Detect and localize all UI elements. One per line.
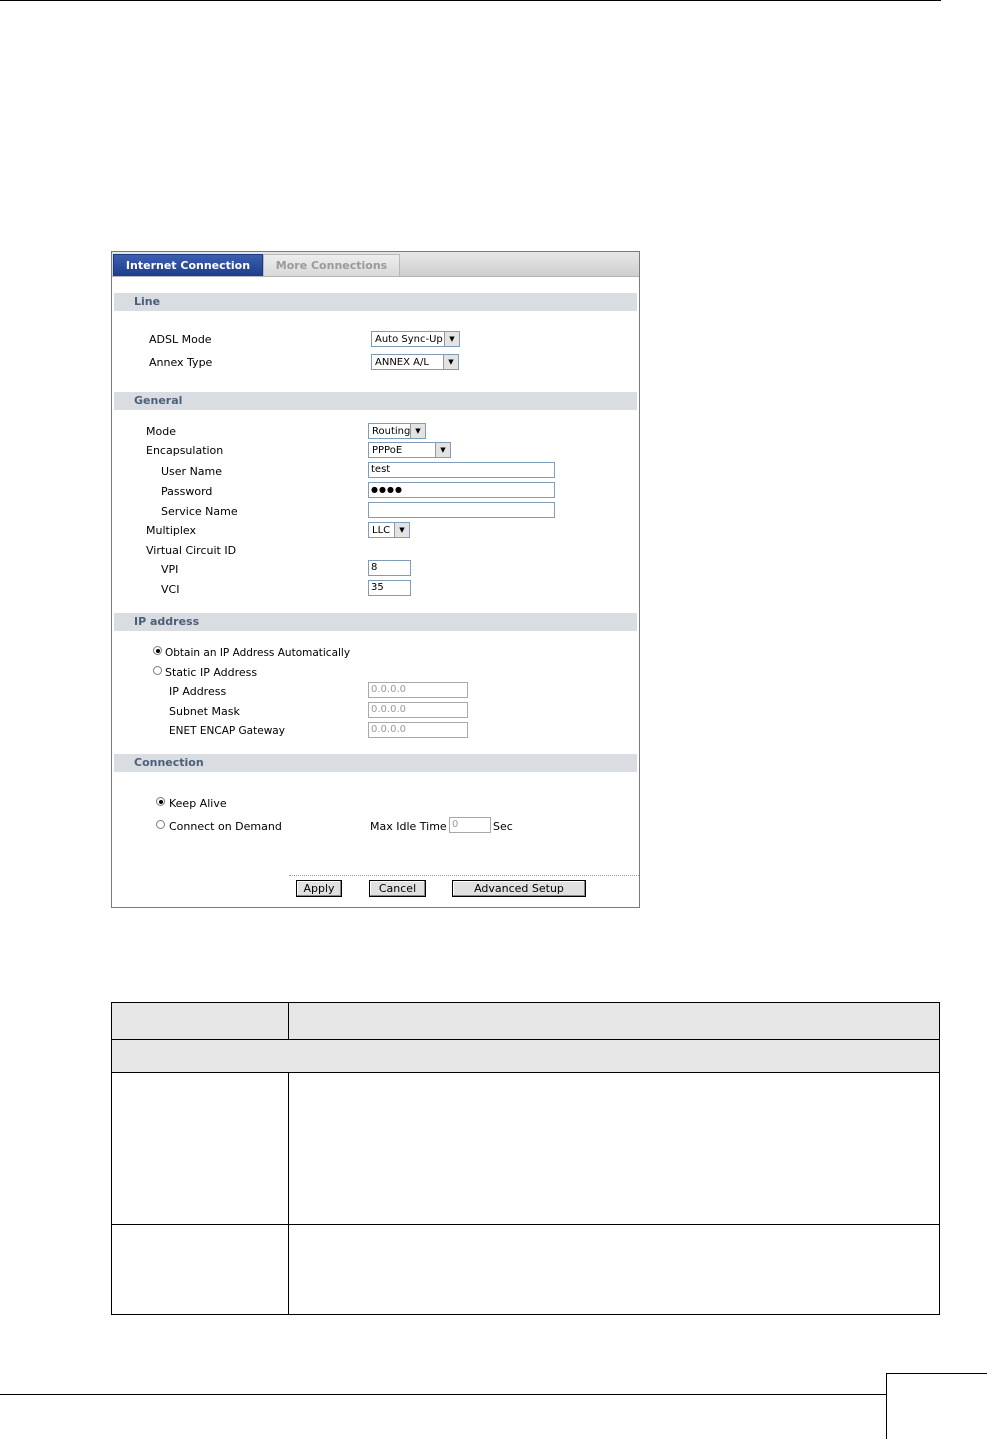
vpi-label: VPI — [161, 563, 179, 576]
chevron-down-icon: ▼ — [410, 424, 425, 438]
vci-input[interactable]: 35 — [368, 580, 411, 596]
vci-label: VCI — [161, 583, 180, 596]
multiplex-value: LLC — [372, 525, 391, 536]
multiplex-select[interactable] — [368, 522, 410, 538]
password-label: Password — [161, 485, 213, 498]
chevron-down-icon: ▼ — [435, 443, 450, 457]
table-header-cell — [289, 1003, 940, 1040]
button-divider — [289, 875, 639, 876]
table-header-row — [112, 1003, 940, 1040]
page-number-box — [886, 1373, 987, 1439]
internet-connection-panel — [111, 251, 640, 908]
section-ip-header: IP address — [114, 613, 637, 631]
encapsulation-value: PPPoE — [372, 445, 403, 456]
table-cell — [112, 1225, 289, 1315]
advanced-setup-button[interactable]: Advanced Setup — [452, 880, 586, 897]
gateway-label: ENET ENCAP Gateway — [169, 725, 285, 737]
table-row — [112, 1225, 940, 1315]
footer-rule — [0, 1394, 886, 1395]
chevron-down-icon: ▼ — [394, 523, 409, 537]
encapsulation-label: Encapsulation — [146, 444, 224, 457]
max-idle-label: Max Idle Time — [370, 820, 447, 833]
gateway-input[interactable]: 0.0.0.0 — [368, 722, 468, 738]
subnet-mask-input[interactable]: 0.0.0.0 — [368, 702, 468, 718]
section-connection-header: Connection — [114, 754, 637, 772]
table-row — [112, 1073, 940, 1225]
ip-address-input[interactable]: 0.0.0.0 — [368, 682, 468, 698]
cancel-button[interactable]: Cancel — [369, 880, 426, 897]
table-header-cell — [112, 1003, 289, 1040]
static-ip-radio[interactable] — [153, 666, 162, 675]
table-section-row — [112, 1040, 940, 1073]
annex-type-value: ANNEX A/L — [375, 357, 429, 368]
mode-value: Routing — [372, 426, 411, 437]
user-name-label: User Name — [161, 465, 223, 478]
obtain-ip-radio[interactable] — [153, 646, 162, 655]
ip-address-label: IP Address — [169, 685, 227, 698]
keep-alive-radio[interactable] — [156, 797, 165, 806]
description-table — [111, 1002, 940, 1315]
chevron-down-icon: ▼ — [444, 332, 459, 346]
subnet-mask-label: Subnet Mask — [169, 705, 240, 718]
vpi-input[interactable]: 8 — [368, 560, 411, 576]
annex-type-label: Annex Type — [149, 356, 213, 369]
apply-button[interactable]: Apply — [296, 880, 342, 897]
tab-internet-connection[interactable]: Internet Connection — [113, 254, 263, 276]
table-cell — [289, 1073, 940, 1225]
encapsulation-select[interactable] — [368, 442, 451, 458]
max-idle-input[interactable]: 0 — [449, 817, 491, 833]
obtain-ip-label: Obtain an IP Address Automatically — [165, 647, 351, 659]
static-ip-label: Static IP Address — [165, 666, 258, 679]
table-cell — [112, 1073, 289, 1225]
adsl-mode-value: Auto Sync-Up — [375, 334, 443, 345]
keep-alive-label: Keep Alive — [169, 797, 227, 810]
service-name-label: Service Name — [161, 505, 238, 518]
sec-label: Sec — [493, 820, 513, 833]
top-rule — [0, 0, 941, 1]
multiplex-label: Multiplex — [146, 524, 197, 537]
service-name-input[interactable] — [368, 502, 555, 518]
tab-more-connections[interactable]: More Connections — [263, 254, 400, 276]
table-cell — [289, 1225, 940, 1315]
chevron-down-icon: ▼ — [443, 355, 458, 369]
mode-select[interactable] — [368, 423, 426, 439]
vcid-label: Virtual Circuit ID — [146, 544, 237, 557]
connect-on-demand-label: Connect on Demand — [169, 820, 282, 833]
section-line-header: Line — [114, 293, 637, 311]
connect-on-demand-radio[interactable] — [156, 820, 165, 829]
adsl-mode-select[interactable] — [371, 331, 460, 347]
mode-label: Mode — [146, 425, 176, 438]
annex-type-select[interactable] — [371, 354, 459, 370]
tab-bar — [112, 252, 639, 277]
section-general-header: General — [114, 392, 637, 410]
password-input[interactable]: ●●●● — [368, 482, 555, 498]
user-name-input[interactable]: test — [368, 462, 555, 478]
adsl-mode-label: ADSL Mode — [149, 333, 212, 346]
table-section-cell — [112, 1040, 940, 1073]
